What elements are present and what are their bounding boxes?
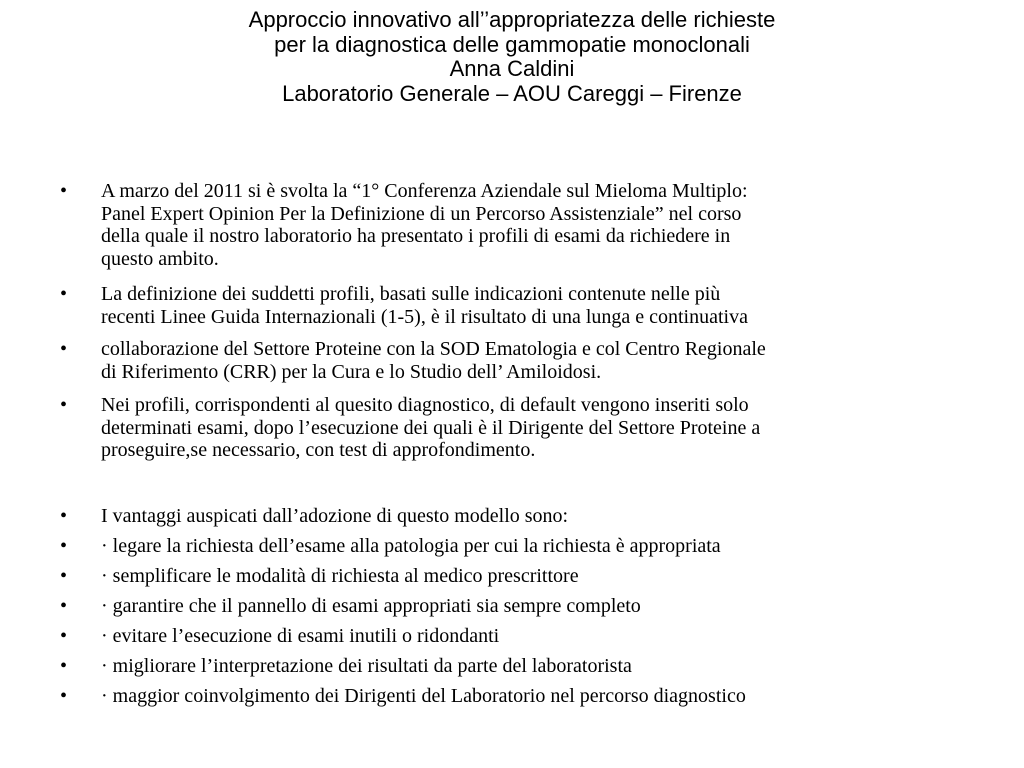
bullet-line: collaborazione del Settore Proteine con la SOD Ematologia e col Centro Regionale (101, 338, 766, 360)
bullet-marker: • (60, 685, 68, 707)
bullet-line: questo ambito. (101, 247, 219, 270)
bullet-marker: • (60, 625, 68, 647)
bullet-line: I vantaggi auspicati dall’adozione di questo modello sono: (101, 505, 569, 527)
bullet-line: · migliorare l’interpretazione dei risultati da parte del laboratorista (101, 655, 632, 677)
bullet-line: recenti Linee Guida Internazionali (1-5), è il risultato di una lunga e continuativa (101, 305, 748, 328)
bullet-line: proseguire,se necessario, con test di approfondimento. (101, 439, 536, 461)
bullet-line: determinati esami, dopo l’esecuzione dei quali è il Dirigente del Settore Proteine a (101, 416, 761, 439)
bullet-line: Panel Expert Opinion Per la Definizione di un Percorso Assistenziale” nel corso (101, 202, 742, 225)
bullet-text (101, 595, 961, 618)
bullet-line: · maggior coinvolgimento dei Dirigenti del Laboratorio nel percorso diagnostico (101, 685, 746, 707)
bullet-line: · legare la richiesta dell’esame alla patologia per cui la richiesta è appropriata (101, 535, 721, 557)
bullet-text (101, 625, 961, 648)
slide-title (0, 8, 1024, 106)
title-line-author: Anna Caldini (449, 56, 575, 81)
bullet-line: La definizione dei suddetti profili, basati sulle indicazioni contenute nelle più (101, 283, 721, 305)
bullet-text (101, 283, 961, 328)
bullet-marker: • (60, 565, 68, 587)
bullet-marker: • (60, 595, 68, 617)
title-line-affiliation: Laboratorio Generale – AOU Careggi – Firenze (282, 80, 742, 106)
bullet-marker: • (60, 283, 68, 305)
bullet-text (101, 535, 961, 558)
bullet-marker: • (60, 180, 68, 202)
bullet-marker: • (60, 535, 68, 557)
bullet-text (101, 565, 961, 588)
bullet-line: A marzo del 2011 si è svolta la “1° Conferenza Aziendale sul Mieloma Multiplo: (101, 180, 748, 202)
title-line-2: per la diagnostica delle gammopatie monoclonali (274, 31, 750, 57)
bullet-line: · evitare l’esecuzione di esami inutili o ridondanti (101, 625, 500, 647)
bullet-text (101, 685, 961, 708)
bullet-line: della quale il nostro laboratorio ha presentato i profili di esami da richiedere in (101, 225, 731, 247)
bullet-line: · garantire che il pannello di esami appropriati sia sempre completo (101, 595, 641, 617)
bullet-text (101, 394, 961, 462)
bullet-text (101, 655, 961, 678)
bullet-line: · semplificare le modalità di richiesta al medico prescrittore (101, 565, 579, 587)
bullet-text (101, 180, 961, 270)
bullet-marker: • (60, 655, 68, 677)
bullet-line: di Riferimento (CRR) per la Cura e lo Studio dell’ Amiloidosi. (101, 360, 602, 383)
bullet-marker: • (60, 338, 68, 360)
bullet-text (101, 505, 961, 528)
bullet-marker: • (60, 505, 68, 527)
bullet-text (101, 338, 961, 383)
bullet-line: Nei profili, corrispondenti al quesito diagnostico, di default vengono inseriti solo (101, 394, 749, 416)
title-line-1: Approccio innovativo all’’appropriatezza delle richieste (248, 7, 776, 32)
bullet-marker: • (60, 394, 68, 416)
